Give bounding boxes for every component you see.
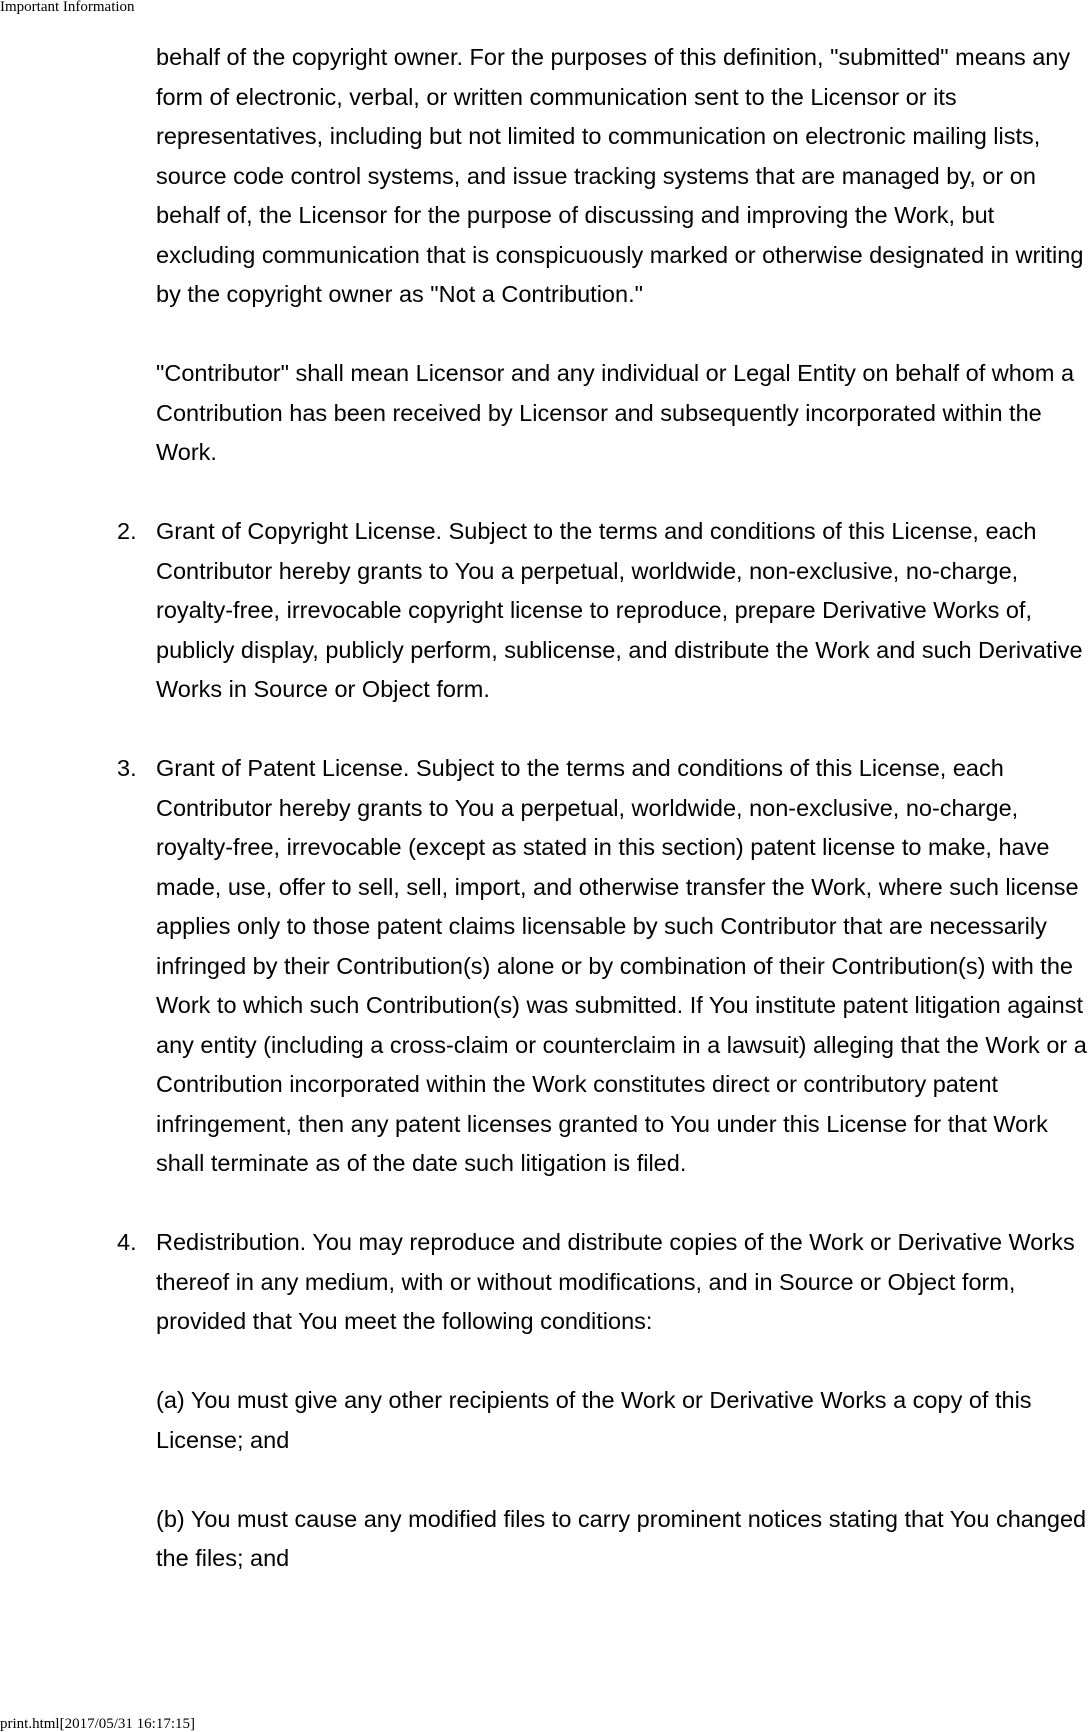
section-text: Redistribution. You may reproduce and distribute copies of the Work or Derivative Works thereof in any medium, with or without modifications, and in Source or Object form, provided that You meet the following conditions: [156, 1229, 1075, 1334]
condition-a: (a) You must give any other recipients of the Work or Derivative Works a copy of this License; and [156, 1387, 1032, 1453]
paragraph-gap [156, 710, 1092, 750]
section-number: 3. [117, 755, 137, 781]
section-4-redistribution [117, 1223, 1092, 1579]
section-text: Grant of Patent License. Subject to the terms and conditions of this License, each Contributor hereby grants to You a perpetual, worldwide, non-exclusive, no-charge, royalty-free, irrevocable (except as stated in this section) patent license to make, have made, use, offer to sell, sell, import, and otherwise transfer the Work, where such license applies only to those patent claims licensable by such Contributor that are necessarily infringed by their Contribution(s) alone or by combination of their Contribution(s) with the Work to which such Contribution(s) was submitted. If You institute patent litigation against any entity (including a cross-claim or counterclaim in a lawsuit) alleging that the Work or a Contribution incorporated within the Work constitutes direct or contributory patent infringement, then any patent licenses granted to You under this License for that Work shall terminate as of the date such litigation is filed. [156, 755, 1087, 1176]
section-2-copyright-license [117, 512, 1092, 710]
paragraph-gap [156, 1460, 1092, 1500]
paragraph-gap [156, 473, 1092, 513]
section-number: 4. [117, 1229, 137, 1255]
condition-b: (b) You must cause any modified files to carry prominent notices stating that You changed the files; and [156, 1505, 1087, 1571]
paragraph-gap [156, 1342, 1092, 1382]
contributor-definition: "Contributor" shall mean Licensor and any individual or Legal Entity on behalf of whom a Contribution has been received by Licensor and subsequently incorporated within the Work. [156, 360, 1075, 465]
contribution-definition-continuation: behalf of the copyright owner. For the purposes of this definition, "submitted" means any form of electronic, verbal, or written communication sent to the Licensor or its representatives, including but not limited to communication on electronic mailing lists, source code control systems, and issue tracking systems that are managed by, or on behalf of, the Licensor for the purpose of discussing and improving the Work, but excluding communication that is conspicuously marked or otherwise designated in writing by the copyright owner as "Not a Contribution." [156, 44, 1084, 307]
section-3-patent-license [117, 749, 1092, 1184]
section-number: 2. [117, 518, 137, 544]
paragraph-gap [156, 1184, 1092, 1224]
print-footer: print.html[2017/05/31 16:17:15] [0, 1716, 195, 1732]
print-header-title: Important Information [0, 0, 135, 15]
document-body [117, 38, 1092, 1579]
section-text: Grant of Copyright License. Subject to the terms and conditions of this License, each Contributor hereby grants to You a perpetual, worldwide, non-exclusive, no-charge, royalty-free, irrevocable copyright license to reproduce, prepare Derivative Works of, publicly display, publicly perform, sublicense, and distribute the Work and such Derivative Works in Source or Object form. [156, 518, 1083, 702]
paragraph-gap [156, 315, 1092, 355]
